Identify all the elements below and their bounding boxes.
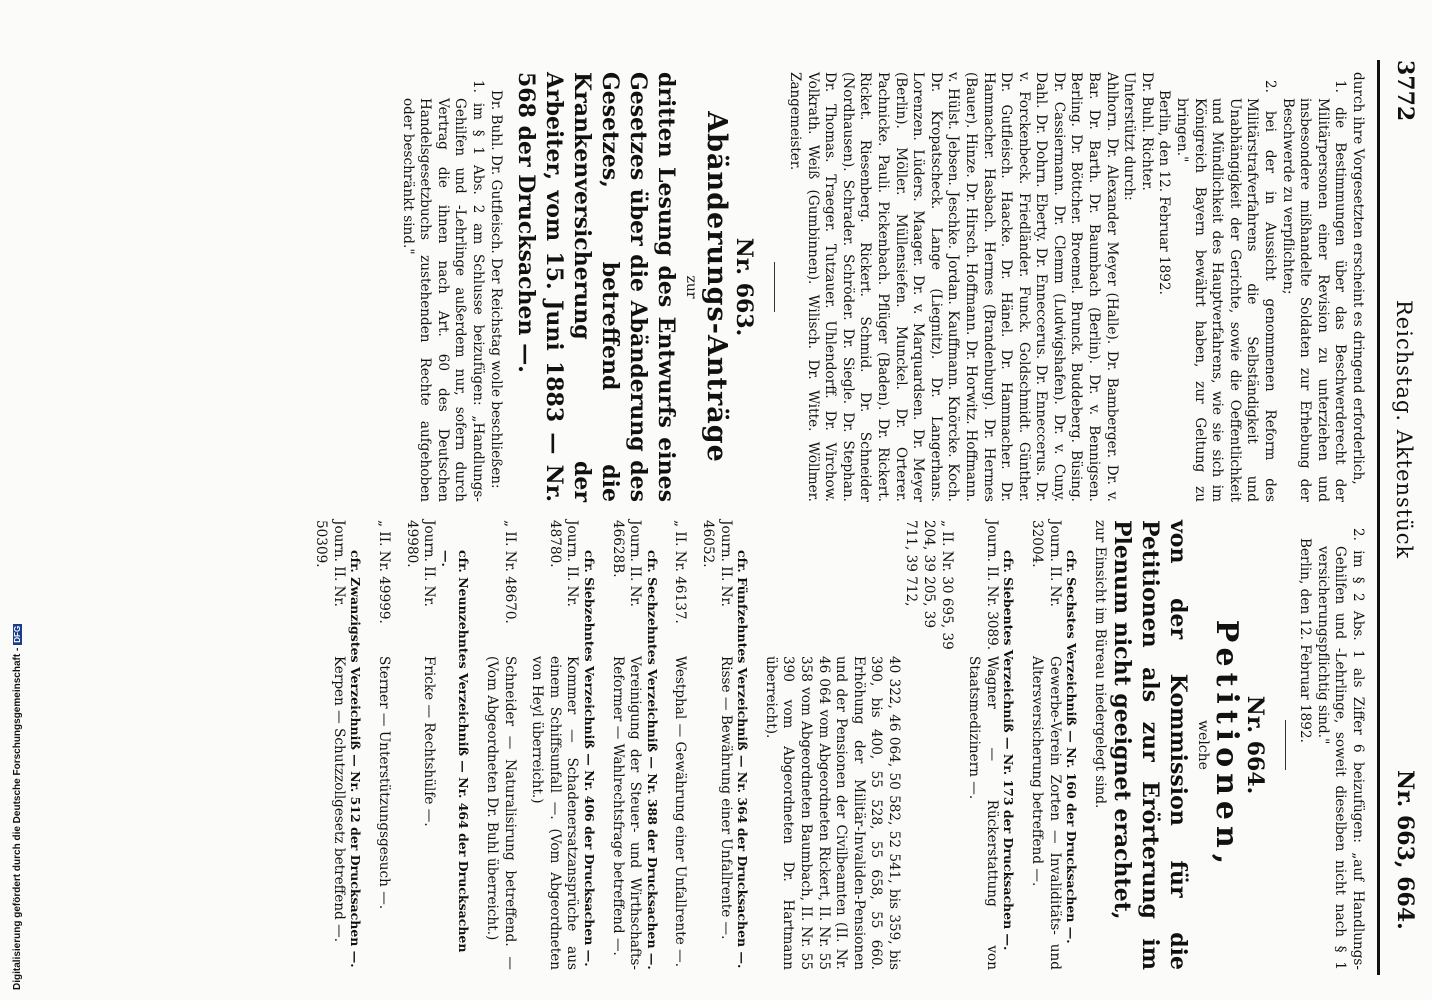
header-rule <box>1377 60 1380 975</box>
entry-reference-list: cfr. Neunzehntes Verzeichniß — Nr. 464 der Drucksachen —. <box>438 550 472 953</box>
item-1: 1. die Bestimmungen über das Beschwerderecht der Militärpersonen einer Revision zu unterziehen und insbesondere mißhandelte Soldaten zur Erhebung der Beschwerde zu verpflichten; <box>1279 80 1349 502</box>
petition-entry <box>698 520 751 970</box>
entry-reference-list: cfr. Fünfzehntes Verzeichniß — Nr. 364 der Drucksachen —. <box>735 550 751 969</box>
entry-journal-number: Journ. II. Nr. 48780. <box>546 520 581 607</box>
petition-entry <box>761 520 955 970</box>
footer-text: Digitalisierung gefördert durch die Deutsche Forschungsgemeinschaft - <box>12 647 23 990</box>
supported-by: Unterstützt durch: <box>1121 72 1138 201</box>
entry-reference-list: cfr. Sechzehntes Verzeichniß — Nr. 388 der Drucksachen —. <box>644 550 660 970</box>
divider <box>774 262 775 312</box>
entry-text: Sterner — Unterstützungsgesuch —. <box>376 656 393 910</box>
entry-journal-number: Journ. II. Nr. 46052. <box>699 520 734 607</box>
petition-entry <box>608 520 661 970</box>
petition-entries <box>312 520 1081 970</box>
dfg-logo: DFG <box>13 625 22 643</box>
entry-text: Kerpen — Schutzzollgesetz betreffend —. <box>330 656 347 943</box>
entry-text: Fricke — Rechtshülfe —. <box>421 656 438 827</box>
page-number: 3772 <box>1392 60 1418 122</box>
petition-entry <box>965 520 1018 970</box>
place-date: Berlin, den 12. Februar 1892. <box>1156 90 1173 295</box>
petition-entry <box>312 520 365 970</box>
supporters-list: Ahlhorn. Dr. Alexander Meyer (Halle). Dr. Bamberger. Dr. v. Bar. Dr. Barth. Dr. Baumbach (Berlin). Dr. v. Bennigsen. Berling. Dr. Böttcher. Broemel. Brunck. Buddeberg. Büsing. Dr. Cassiermann. Dr. Clemm (Ludwigshafen). Dr. v. Cuny. Dahl. Dr. Dohrn. Eberty. Dr. Enneccerus. Dr. Enneccerus. Dr. v. Forckenbeck. Friedländer. Funck. Goldschmidt. Günther. Dr. Gutfleisch. Haacke. Dr. Hänel. Dr. Hammacher. Dr. Hammacher. Hasbach. Hermes (Brandenburg). Dr. Hermes (Bauer). Hinze. Dr. Hirsch. Hoffmann. Dr. Horwitz. Hoffmann. v. Hülst. Jebsen. Jeschke. Jordan. Kauffmann. Knörcke. Koch. Dr. Kropatscheck. Lange (Liegnitz). Dr. Langerhans. Lorenzen. Lüders. Maager. Dr. v. Marquardsen. Dr. Meyer (Berlin). Möller. Müllensiefen. Munckel. Dr. Orterer. Pachnicke. Pauli. Pickenbach. Pflüger (Baden). Dr. Rickert. Ricket. Riesenberg. Rickert. Schmid. Dr. Schneider (Nordhausen). Schrader. Schröder. Dr. Siegle. Dr. Stephan. Dr. Thomas. Traeger. Tutzauer. Uhlendorff. Dr. Virchow. Volkrath. Weiß (Gumbinnen). Wilisch. Dr. Witte. Wöllmer. Zangemeister. <box>787 72 1120 502</box>
petition-entry <box>1027 520 1080 970</box>
entry-journal-number: Journ. II. Nr. 50309. <box>313 520 347 607</box>
petition-entry <box>482 520 517 970</box>
right-column <box>312 520 1366 970</box>
motion-item-2: 2. im § 2 Abs. 1 als Ziffer 6 beizufügen: „auf Handlungs-Gehilfen und -Lehrlinge, soweit dieselben nicht nach § 1 versicherungspflichtig sind." <box>1314 528 1366 970</box>
motion-item-1: 1. im § 1 Abs. 2 am Schlusse beizufügen: „Handlungs-Gehilfen und -Lehrlinge außerdem nur, sofern durch Vertrag die ihnen nach Art. 60 des Deutschen Handelsgesetzbuchs zustehenden Rechte aufgehoben oder beschränkt sind." <box>399 80 487 502</box>
entry-journal-number: „ II. Nr. 49999. <box>376 520 393 624</box>
heading-title: Abänderungs-Anträge <box>700 111 732 463</box>
entry-text: Gewerbe-Verein Zorten — Invaliditäts- und Altersversicherung betreffend —. <box>1029 656 1063 970</box>
entry-journal-number: Journ. II. Nr. 3089. <box>983 520 1000 651</box>
entry-text: Risse — Bewährung einer Unfallrente —. <box>717 656 734 940</box>
document-numbers: Nr. 663, 664. <box>1392 770 1418 930</box>
petition-entry <box>374 520 392 970</box>
entry-journal-number: Journ. II. Nr. 49980. <box>403 520 438 607</box>
heading-number: Nr. 663. <box>731 237 758 337</box>
heading-subtitle-664: von der Kommission für die Petitionen als zur Erörterung im Plenum nicht geeignet erachtet, <box>1108 520 1191 970</box>
entry-text: Wagner — Rückerstattung von Staatsmedizinern —. <box>966 656 1000 970</box>
page-header <box>1378 0 1418 1000</box>
entry-reference-list: cfr. Siebentes Verzeichniß — Nr. 173 der Drucksachen —. <box>1001 550 1017 951</box>
digitization-footer <box>0 0 23 1000</box>
intro-text: durch ihre Vorgesetzten erscheint es dringend erforderlich, <box>1350 72 1366 485</box>
entry-text: 40 322, 46 064, 50 582, 52 541, bis 359, bis 390, bis 400, 55 528, 55 658, 55 660. Erhöhung der Militär-Invaliden-Pensionen und der Pensionen der Civilbeamten (II. Nr. 46 064 vom Abgeordneten Rickert, II. Nr. 55 358 vom Abgeordneten Baumbach, II. Nr. 55 390 vom Abgeordneten Dr. Hartmann überreicht). <box>762 656 902 970</box>
entry-journal-number: Journ. II. Nr. 32004. <box>1029 520 1063 607</box>
entry-journal-number: „ II. Nr. 30 695, 39 204, 39 205, 39 711, 39 712, <box>903 520 955 650</box>
entry-text: Vereinigung der Steuer- und Wirthschafts-Reformer — Wahlrechtsfrage betreffend —. <box>609 656 644 970</box>
signers: Dr. Buhl. Richter. <box>1138 72 1155 191</box>
heading-petitionen: Petitionen, <box>1209 619 1245 871</box>
petition-entry <box>528 520 598 970</box>
heading-tail: zur Einsicht im Büreau niedergelegt sind. <box>1091 520 1108 809</box>
left-column <box>398 72 1366 502</box>
entry-reference-list: cfr. Zwanzigstes Verzeichniß — Nr. 512 der Drucksachen —. <box>348 550 364 968</box>
divider <box>1285 720 1286 770</box>
entry-journal-number: „ II. Nr. 48670. <box>501 520 518 624</box>
heading-number-664: Nr. 664. <box>1241 695 1268 795</box>
running-title: Reichstag. Aktenstück <box>1392 300 1416 560</box>
entry-text: Kommer — Schadenersatzansprüche aus einem Schiffsunfall —. (Vom Abgeordneten von Heyl überreicht.) <box>529 656 581 970</box>
entry-journal-number: „ II. Nr. 46137. <box>672 520 689 624</box>
petition-entry <box>402 520 472 970</box>
heading-zur: zur <box>683 275 700 299</box>
petition-entry <box>671 520 689 970</box>
entry-journal-number: Journ. II. Nr. 46628B. <box>609 520 644 607</box>
heading-subtitle: dritten Lesung des Entwurfs eines Gesetzes über die Abänderung des Gesetzes, betreffend die Krankenversicherung der Arbeiter, vom 15. Juni 1883 — Nr. 568 der Drucksachen —. <box>512 72 679 502</box>
item-2: 2. bei der in Aussicht genommenen Reform des Militärstrafverfahrens die Selbständigkeit und Unabhängigkeit der Gerichte, sowie die Oeffentlichkeit und Mündlichkeit des Hauptverfahrens, wie sie sich im Königreich Bayern bewährt haben, zur Geltung zu bringen." <box>1174 80 1279 502</box>
heading-welche: welche <box>1195 720 1212 770</box>
entry-text: Westphal — Gewährung einer Unfallrente —. <box>672 656 689 968</box>
entry-reference-list: cfr. Sechstes Verzeichniß — Nr. 160 der Drucksachen —. <box>1064 550 1080 944</box>
right-place-date: Berlin, den 12. Februar 1892. <box>1297 538 1314 743</box>
motion-text: Dr. Buhl. Dr. Gutfleisch. Der Reichstag wolle beschließen: <box>487 90 504 489</box>
entry-reference-list: cfr. Siebzehntes Verzeichniß — Nr. 406 der Drucksachen —. <box>582 550 597 967</box>
entry-text: Schneider — Naturalisirung betreffend. — (Vom Abgeordneten Dr. Buhl überreicht.) <box>484 656 518 970</box>
